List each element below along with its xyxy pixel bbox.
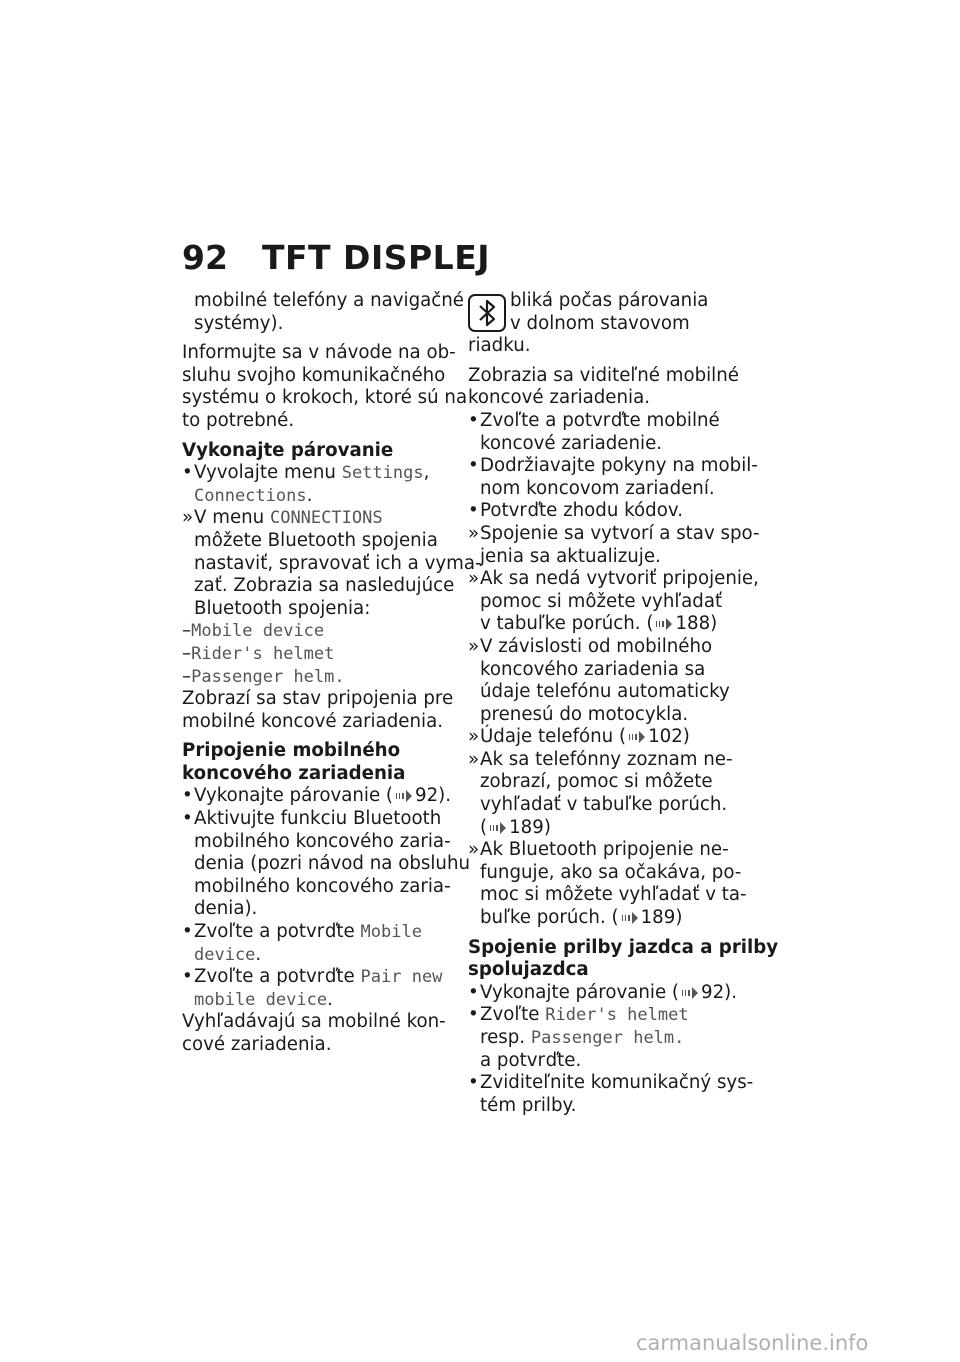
result-arrow-icon: » bbox=[468, 522, 480, 544]
bullet-item: •Dodržiavajte pokyny na mobil- bbox=[468, 455, 758, 477]
bluetooth-status-note bbox=[468, 290, 743, 335]
page-number: 92 bbox=[182, 238, 228, 277]
text-line: vyhľadať v tabuľke porúch. bbox=[480, 794, 728, 816]
bullet-icon: • bbox=[468, 455, 479, 477]
dash-item: –Rider's helmet bbox=[182, 642, 335, 664]
text-line: riadku. bbox=[468, 335, 531, 357]
text-line: koncového zariadenia sa bbox=[480, 658, 706, 680]
text-line: buľke porúch. ( 189) bbox=[480, 907, 683, 929]
section-heading: Pripojenie mobilného bbox=[182, 740, 401, 762]
text-line: koncové zariadenia. bbox=[468, 387, 651, 409]
bullet-icon: • bbox=[182, 921, 193, 943]
result-arrow-icon: » bbox=[468, 568, 480, 590]
page-ref-arrow-icon bbox=[655, 618, 673, 630]
result-arrow-icon: » bbox=[182, 507, 194, 529]
section-heading: koncového zariadenia bbox=[182, 762, 406, 784]
bullet-item: •Vykonajte párovanie ( 92). bbox=[468, 981, 738, 1003]
page-ref-arrow-icon bbox=[628, 731, 646, 743]
page-ref-arrow-icon bbox=[489, 822, 507, 834]
section-heading: spolujazdca bbox=[468, 959, 589, 981]
result-item: »Spojenie sa vytvorí a stav spo- bbox=[468, 522, 760, 544]
text-line: nom koncovom zariadení. bbox=[480, 477, 715, 499]
bullet-item: •Zvoľte Rider's helmet bbox=[468, 1004, 689, 1026]
left-column bbox=[182, 290, 482, 1057]
text-line: nastaviť, spravovať ich a vyma- bbox=[194, 552, 482, 574]
text-line: môžete Bluetooth spojenia bbox=[194, 529, 438, 551]
text-line: pomoc si môžete vyhľadať bbox=[480, 590, 723, 612]
dash-icon: – bbox=[182, 665, 192, 687]
text-line: device. bbox=[194, 943, 262, 965]
text-line: Bluetooth spojenia: bbox=[194, 597, 371, 619]
text-line: cové zariadenia. bbox=[182, 1034, 332, 1055]
text-line: Zobrazia sa viditeľné mobilné bbox=[468, 364, 739, 386]
page-ref-arrow-icon bbox=[395, 790, 413, 802]
text-line: zobrazí, pomoc si môžete bbox=[480, 771, 713, 793]
result-item: »V menu CONNECTIONS bbox=[182, 507, 383, 529]
text-line: prenesú do motocykla. bbox=[480, 703, 689, 725]
bullet-item: •Zvoľte a potvrďte Mobile bbox=[182, 921, 422, 943]
text-line: funguje, ako sa očakáva, po- bbox=[480, 861, 742, 883]
bullet-item: •Aktivujte funkciu Bluetooth bbox=[182, 808, 442, 830]
text-line: moc si môžete vyhľadať v ta- bbox=[480, 884, 747, 906]
text-line: koncové zariadenie. bbox=[480, 432, 663, 454]
result-arrow-icon: » bbox=[468, 748, 480, 770]
result-item: »Údaje telefónu ( 102) bbox=[468, 726, 690, 748]
bullet-icon: • bbox=[468, 1072, 479, 1094]
text-line: Vyhľadávajú sa mobilné kon- bbox=[182, 1011, 446, 1033]
text-line: mobilného koncového zaria- bbox=[194, 875, 451, 897]
result-arrow-icon: » bbox=[468, 635, 480, 657]
dash-item: –Mobile device bbox=[182, 620, 325, 642]
text-line: mobile device. bbox=[194, 988, 333, 1010]
bluetooth-icon bbox=[468, 294, 506, 332]
bullet-item: •Vykonajte párovanie ( 92). bbox=[182, 785, 452, 807]
dash-item: –Passenger helm. bbox=[182, 665, 345, 687]
section-heading: Spojenie prilby jazdca a prilby bbox=[468, 936, 779, 958]
bullet-icon: • bbox=[182, 785, 193, 807]
text-line: v tabuľke porúch. ( 188) bbox=[480, 613, 718, 635]
bullet-icon: • bbox=[182, 966, 193, 988]
result-arrow-icon: » bbox=[468, 726, 480, 748]
text-line: zať. Zobrazia sa nasledujúce bbox=[194, 575, 455, 597]
bullet-icon: • bbox=[468, 1004, 479, 1026]
result-item: »V závislosti od mobilného bbox=[468, 635, 713, 657]
bullet-item: •Zviditeľnite komunikačný sys- bbox=[468, 1072, 754, 1094]
dash-icon: – bbox=[182, 642, 192, 664]
text-line: sluhu svojho komunikačného bbox=[182, 364, 446, 386]
text-line: tém prilby. bbox=[480, 1094, 577, 1116]
text-line: ( 189) bbox=[480, 816, 551, 838]
result-arrow-icon: » bbox=[468, 839, 480, 861]
text-line: mobilného koncového zaria- bbox=[194, 830, 451, 852]
bullet-icon: • bbox=[468, 981, 479, 1003]
bullet-item: •Potvrďte zhodu kódov. bbox=[468, 500, 683, 522]
text-line: mobilné telefóny a navigačné bbox=[194, 290, 464, 311]
text-line: denia (pozri návod na obsluhu bbox=[194, 853, 470, 875]
result-item: »Ak sa nedá vytvoriť pripojenie, bbox=[468, 568, 759, 590]
text-line: Connections. bbox=[194, 484, 313, 506]
text-line: v dolnom stavovom bbox=[510, 312, 690, 334]
bullet-icon: • bbox=[182, 462, 193, 484]
bullet-item: •Zvoľte a potvrďte Pair new bbox=[182, 966, 443, 988]
text-line: a potvrďte. bbox=[480, 1049, 582, 1071]
text-line: údaje telefónu automaticky bbox=[480, 681, 730, 703]
text-line: to potrebné. bbox=[182, 409, 295, 431]
dash-icon: – bbox=[182, 620, 192, 642]
result-item: »Ak Bluetooth pripojenie ne- bbox=[468, 839, 729, 861]
text-line: resp. Passenger helm. bbox=[480, 1027, 685, 1048]
section-heading: Vykonajte párovanie bbox=[182, 439, 394, 461]
text-line: Informujte sa v návode na ob- bbox=[182, 342, 456, 364]
page-ref-arrow-icon bbox=[621, 912, 639, 924]
text-line: denia). bbox=[194, 898, 258, 920]
text-line: systému o krokoch, ktoré sú na bbox=[182, 387, 468, 409]
bullet-icon: • bbox=[468, 500, 479, 522]
text-line: mobilné koncové zariadenia. bbox=[182, 710, 444, 732]
text-line: jenia sa aktualizuje. bbox=[480, 545, 661, 567]
bullet-icon: • bbox=[182, 808, 193, 830]
text-line: systémy). bbox=[194, 312, 284, 334]
watermark: carmanualsonline.info bbox=[636, 1331, 869, 1355]
bullet-icon: • bbox=[468, 409, 479, 431]
bullet-item: •Vyvolajte menu Settings, bbox=[182, 462, 430, 484]
chapter-title: TFT DISPLEJ bbox=[262, 238, 491, 277]
text-line: Zobrazí sa stav pripojenia pre bbox=[182, 688, 454, 710]
right-column bbox=[468, 290, 779, 1117]
page-ref-arrow-icon bbox=[681, 987, 699, 999]
bullet-item: •Zvoľte a potvrďte mobilné bbox=[468, 409, 720, 431]
text-line: bliká počas párovania bbox=[510, 290, 709, 311]
result-item: »Ak sa telefónny zoznam ne- bbox=[468, 748, 733, 770]
